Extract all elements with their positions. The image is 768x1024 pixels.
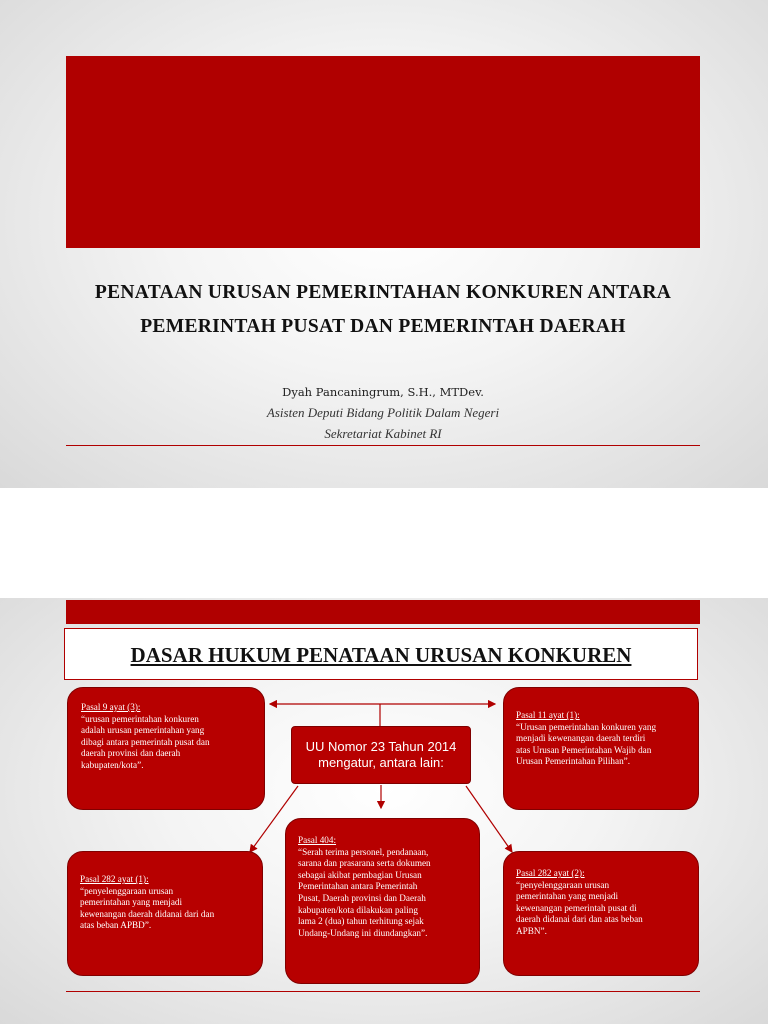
card-line: “penyelenggaraan urusan (80, 885, 174, 896)
card-line: pemerintahan yang menjadi (80, 897, 183, 908)
card-line: APBN”. (516, 925, 547, 936)
author-position: Asisten Deputi Bidang Politik Dalam Negeri (266, 405, 500, 420)
card-line: menjadi kewenangan daerah terdiri (516, 733, 646, 744)
card-line: daerah provinsi dan daerah (81, 748, 181, 759)
card-line: sebagai akibat pembagian Urusan (298, 869, 422, 880)
card-pasal-9 (67, 687, 265, 810)
card-line: kabupaten/kota dilakukan paling (298, 904, 418, 915)
card-title: Pasal 282 ayat (2): (516, 868, 585, 878)
card-pasal-282-2 (503, 851, 699, 976)
card-line: “penyelenggaraan urusan (516, 879, 610, 890)
card-line: daerah didanai dari dan atas beban (516, 914, 643, 925)
card-line: lama 2 (dua) tahun terhitung sejak (298, 916, 424, 927)
card-line: pemerintahan yang menjadi (516, 891, 619, 902)
card-line: kewenangan daerah didanai dari dan (80, 908, 215, 919)
card-line: dibagi antara pemerintah pusat dan (81, 736, 210, 747)
card-pasal-11 (503, 687, 699, 810)
card-title: Pasal 282 ayat (1): (80, 874, 149, 884)
card-pasal-404 (285, 818, 480, 984)
author-name: Dyah Pancaningrum, S.H., MTDev. (282, 385, 484, 399)
card-line: kabupaten/kota”. (81, 759, 144, 770)
card-line: “Serah terima personel, pendanaan, (298, 846, 429, 857)
center-line-1: UU Nomor 23 Tahun 2014 (305, 739, 457, 754)
card-line: adalah urusan pemerintahan yang (81, 725, 205, 736)
card-line: Urusan Pemerintahan Pilihan”. (516, 756, 631, 767)
card-title: Pasal 11 ayat (1): (516, 710, 580, 720)
card-line: sarana dan prasarana serta dokumen (298, 858, 431, 869)
title-line-1: PENATAAN URUSAN PEMERINTAHAN KONKUREN ANTARA (94, 282, 672, 303)
card-line: “Urusan pemerintahan konkuren yang (516, 721, 657, 732)
law-center-box (291, 726, 471, 784)
card-pasal-282-1 (67, 851, 263, 976)
title-line-2: PEMERINTAH PUSAT DAN PEMERINTAH DAERAH (140, 316, 626, 337)
card-line: Pemerintahan antara Pemerintah (298, 881, 418, 892)
institution: Sekretariat Kabinet RI (324, 426, 442, 441)
card-title: Pasal 9 ayat (3): (81, 702, 141, 712)
card-line: atas Urusan Pemerintahan Wajib dan (516, 744, 652, 755)
card-line: Undang-Undang ini diundangkan”. (298, 927, 428, 938)
card-line: Pusat, Daerah provinsi dan Daerah (298, 892, 426, 903)
center-line-2: mengatur, antara lain: (318, 755, 444, 770)
card-line: atas beban APBD”. (80, 920, 152, 931)
card-title: Pasal 404: (298, 835, 337, 845)
card-line: kewenangan pemerintah pusat di (516, 902, 637, 913)
slide-heading: DASAR HUKUM PENATAAN URUSAN KONKUREN (130, 643, 632, 667)
card-line: “urusan pemerintahan konkuren (81, 713, 199, 724)
